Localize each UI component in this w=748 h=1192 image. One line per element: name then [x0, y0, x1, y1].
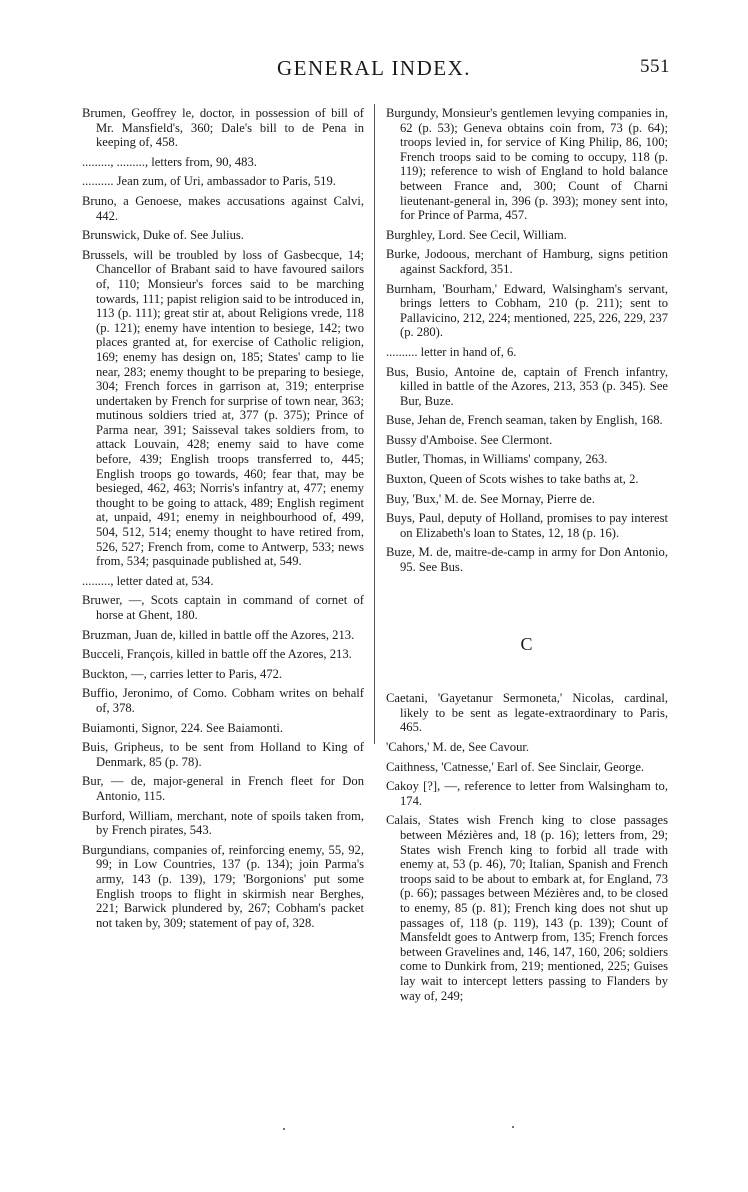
- index-entry: Burnham, 'Bourham,' Edward, Walsingham's servant, brings letters to Cobham, 210 (p. 211); sent to Pallavicino, 212, 224; mentioned, 225, 226, 229, 237 (p. 280).: [386, 281, 668, 340]
- index-entry: Bruno, a Genoese, makes accusations against Calvi, 442.: [82, 193, 364, 223]
- right-column: [386, 106, 668, 1008]
- index-entry: Buse, Jehan de, French seaman, taken by English, 168.: [386, 413, 663, 428]
- ink-speck: [512, 1126, 514, 1128]
- right-column-b-entries: [386, 106, 668, 575]
- index-entry: Burghley, Lord. See Cecil, William.: [386, 227, 567, 242]
- index-entry: Burgundy, Monsieur's gentlemen levying companies in, 62 (p. 53); Geneva obtains coin from, 73 (p. 64); troops levied in, for service of King Philip, 86, 100; French troops said to be coming to occupy, 118 (p. 119); reference to wish of England to hold balance between France and, 300; Count of Charni lieutenant-general in, 396 (p. 393); money sent into, for Prince of Parma, 457.: [386, 106, 668, 223]
- index-entry: Burke, Jodoous, merchant of Hamburg, signs petition against Sackford, 351.: [386, 247, 668, 276]
- index-entry: Buckton, —, carries letter to Paris, 472.: [82, 666, 283, 681]
- section-letter-c: C: [520, 633, 534, 654]
- index-entry: Brussels, will be troubled by loss of Gasbecque, 14; Chancellor of Brabant said to have favoured sailors of, 110; Monsieur's forces said to be marching towards, 111; papist religion said to be introduced in, 113 (p. 111); great stir at, about Religions vrede, 118 (p. 121); enemy have intention to besiege, 142; two places granted at, for exercise of Catholic religion, 169; enemy has design on, 185; States' camp to lie near, 283; enemy thought to be preparing to besiege, 304; French forces in garrison at, 319; enterprise undertaken by French for surprise of town near, 363; mutinous soldiers tried at, 377 (p. 375); Prince of Parma near, 391; Saisseval takes soldiers from, to attack Louvain, 428; enemy said to have come before, 439; English troops transferred to, 445; English troops go towards, 460; fear that, may be besieged, 462, 463; Norris's infantry at, 477; enemy thought to be going to attack, 489; English regiment at, unpaid, 491; enemy in neighbourhood of, 499, 504, 512, 514; enemy thought to have retired from, 526, 527; French from, come to Antwerp, 533; news from, 534; pasquinade published at, 549.: [82, 247, 364, 569]
- page-number: 551: [640, 56, 670, 77]
- index-entry: Buy, 'Bux,' M. de. See Mornay, Pierre de.: [386, 491, 595, 506]
- index-entry: ........., letter dated at, 534.: [82, 573, 214, 588]
- index-entry: Calais, States wish French king to close passages between Mézières and, 18 (p. 16); letters from, 29; States wish French king to forbid all trade with enemy at, 53 (p. 46), 70; Italian, Spanish and French troops said to be about to embark at, for England, 73 (p. 66); passages between Mézières and, to be closed to enemy, 85 (p. 81); French king does not shut up passages of, 118 (p. 119), 143 (p. 139); Count of Mansfeldt goes to Antwerp from, 135; French forces between Gravelines and, 146, 147, 160, 206; soldiers come to Dunkirk from, 219; mentioned, 225; Guises lay wait to intercept letters passing to Flanders by way of, 249;: [386, 813, 668, 1003]
- index-entry: Bussy d'Amboise. See Clermont.: [386, 432, 553, 447]
- index-entry: Bruwer, —, Scots captain in command of cornet of horse at Ghent, 180.: [82, 593, 364, 622]
- index-entry: ........., ........., letters from, 90, 483.: [82, 154, 257, 169]
- left-column: [82, 106, 364, 935]
- column-divider: [374, 104, 375, 744]
- index-entry: Butler, Thomas, in Williams' company, 263.: [386, 452, 608, 467]
- index-entry: Buffio, Jeronimo, of Como. Cobham writes on behalf of, 378.: [82, 686, 364, 715]
- index-entry: Burgundians, companies of, reinforcing enemy, 55, 92, 99; in Low Countries, 137 (p. 134); join Parma's army, 143 (p. 139), 179; 'Borgonions' put some English troops to flight in skirmish near Berghes, 221; Barwick plundered by, 267; Cobham's packet not taken by, 309; statement of pay of, 328.: [82, 842, 364, 930]
- index-entry: Buxton, Queen of Scots wishes to take baths at, 2.: [386, 472, 639, 487]
- index-entry: Caithness, 'Catnesse,' Earl of. See Sinclair, George.: [386, 759, 645, 774]
- index-entry: .......... Jean zum, of Uri, ambassador to Paris, 519.: [82, 174, 336, 189]
- index-entry: Brumen, Geoffrey le, doctor, in possession of bill of Mr. Mansfield's, 360; Dale's bill to de Pena in keeping of, 458.: [82, 106, 364, 150]
- index-entry: Buze, M. de, maitre-de-camp in army for Don Antonio, 95. See Bus.: [386, 545, 668, 575]
- right-column-c-entries: [386, 691, 668, 1003]
- index-entry: .......... letter in hand of, 6.: [386, 344, 517, 359]
- page-header: [78, 56, 670, 84]
- ink-speck: [283, 1128, 285, 1130]
- index-entry: Bus, Busio, Antoine de, captain of French infantry, killed in battle of the Azores, 213, 353 (p. 345). See Bur, Buze.: [386, 364, 668, 408]
- index-entry: Buiamonti, Signor, 224. See Baiamonti.: [82, 720, 283, 735]
- index-entry: Buis, Gripheus, to be sent from Holland to King of Denmark, 85 (p. 78).: [82, 740, 364, 769]
- index-entry: Cakoy [?], —, reference to letter from Walsingham to, 174.: [386, 779, 668, 808]
- index-entry: 'Cahors,' M. de, See Cavour.: [386, 740, 530, 754]
- page-title: GENERAL INDEX.: [276, 56, 472, 80]
- index-entry: Burford, William, merchant, note of spoils taken from, by French pirates, 543.: [82, 808, 364, 838]
- index-entry: Buys, Paul, deputy of Holland, promises to pay interest on Elizabeth's loan to States, 12, 18 (p. 16).: [386, 511, 668, 540]
- index-entry: Bur, — de, major-general in French fleet for Don Antonio, 115.: [82, 774, 364, 803]
- index-entry: Bruzman, Juan de, killed in battle off the Azores, 213.: [82, 627, 355, 642]
- index-entry: Brunswick, Duke of. See Julius.: [82, 228, 244, 243]
- index-entry: Caetani, 'Gayetanur Sermoneta,' Nicolas, cardinal, likely to be sent as legate-extraordinary to Paris, 465.: [386, 691, 668, 735]
- index-entry: Bucceli, François, killed in battle off the Azores, 213.: [82, 647, 352, 662]
